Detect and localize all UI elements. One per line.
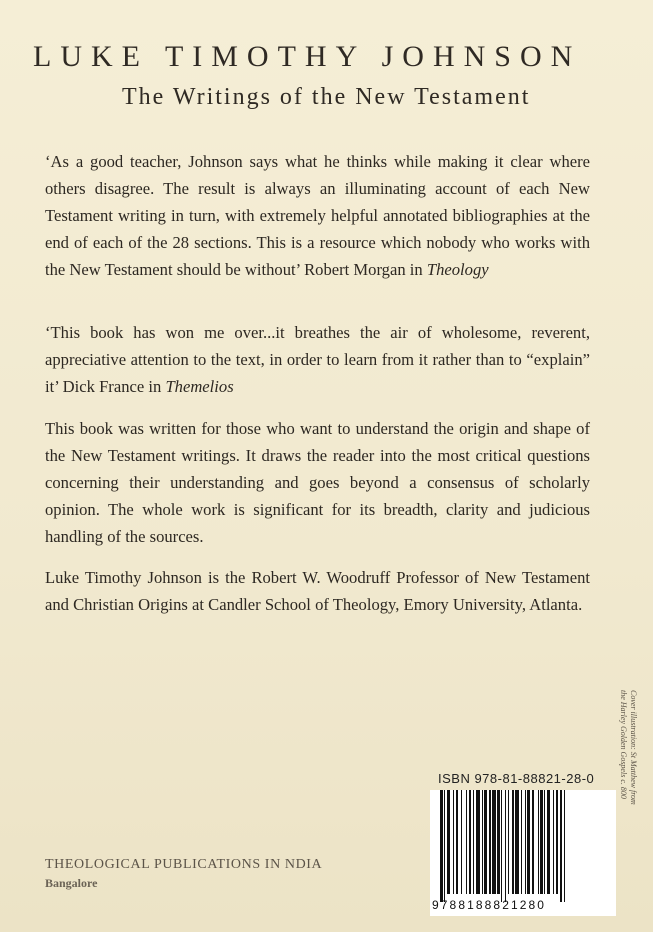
barcode-number: 9788188821280	[432, 898, 547, 912]
review-quote-1-reviewer: Robert Morgan in	[304, 260, 423, 279]
barcode-bar	[492, 790, 496, 894]
barcode-bar	[564, 790, 565, 902]
barcode-bar	[508, 790, 509, 894]
book-title: The Writings of the New Testament	[122, 84, 531, 110]
barcode-bar	[489, 790, 490, 894]
barcode-bar	[482, 790, 483, 894]
review-quote-1	[45, 148, 590, 283]
review-quote-2-text: ‘This book has won me over...it breathes the air of wholesome, reverent, appreciative attention to the text, in order to learn from it rather than to “explain” it’	[45, 323, 590, 396]
isbn-text: ISBN 978-81-88821-28-0	[438, 771, 595, 786]
barcode-bars	[440, 790, 612, 902]
review-quote-1-text: ‘As a good teacher, Johnson says what he thinks while making it clear where others disagree. The result is always an illuminating account of each New Testament writing in turn, with extremely helpful annotated bibliographies at the end of each of the 28 sections. This is a resource which nobody who works with the New Testament should be without’	[45, 152, 590, 279]
cover-illustration-credit	[618, 690, 638, 820]
barcode-bar	[484, 790, 487, 894]
barcode-bar	[461, 790, 462, 894]
barcode-bar	[476, 790, 480, 894]
barcode-bar	[473, 790, 474, 894]
barcode-bar	[553, 790, 554, 894]
author-name: LUKE TIMOTHY JOHNSON	[33, 40, 582, 73]
author-bio: Luke Timothy Johnson is the Robert W. Woodruff Professor of New Testament and Christian Origins at Candler School of Theology, Emory University, Atlanta.	[45, 568, 590, 614]
barcode-bar	[469, 790, 472, 894]
barcode-bar	[540, 790, 543, 894]
barcode-bar	[527, 790, 530, 894]
publisher-name: THEOLOGICAL PUBLICATIONS IN NDIA	[45, 857, 323, 872]
barcode-bar	[497, 790, 500, 894]
review-quote-2-reviewer: Dick France in	[62, 377, 162, 396]
review-quote-1-source: Theology	[426, 260, 489, 279]
barcode-bar	[532, 790, 533, 894]
barcode-bar	[505, 790, 506, 902]
barcode-bar	[440, 790, 443, 902]
credit-line-2: the Harley Golden Gospels c. 800	[619, 690, 628, 799]
barcode-bar	[466, 790, 467, 894]
barcode-bar	[501, 790, 502, 902]
barcode-bar	[544, 790, 545, 894]
barcode	[430, 790, 616, 916]
review-quote-2-source: Themelios	[165, 377, 234, 396]
barcode-bar	[521, 790, 522, 894]
publisher-city: Bangalore	[45, 876, 98, 890]
credit-line-1: Cover illustration: St Matthew from	[629, 690, 638, 805]
barcode-bar	[444, 790, 445, 902]
barcode-bar	[515, 790, 519, 894]
book-description: This book was written for those who want to understand the origin and shape of the New Testament writings. It draws the reader into the most critical questions concerning their understanding and goes beyond a consensus of scholarly opinion. The whole work is significant for its breadth, clarity and judicious handling of the sources.	[45, 419, 590, 546]
barcode-bar	[447, 790, 451, 894]
barcode-bar	[556, 790, 559, 894]
barcode-bar	[547, 790, 551, 894]
barcode-bar	[560, 790, 563, 902]
barcode-bar	[456, 790, 459, 894]
review-quote-2	[45, 319, 590, 400]
barcode-bar	[538, 790, 539, 894]
barcode-bar	[525, 790, 526, 894]
barcode-bar	[512, 790, 515, 894]
barcode-bar	[453, 790, 454, 894]
